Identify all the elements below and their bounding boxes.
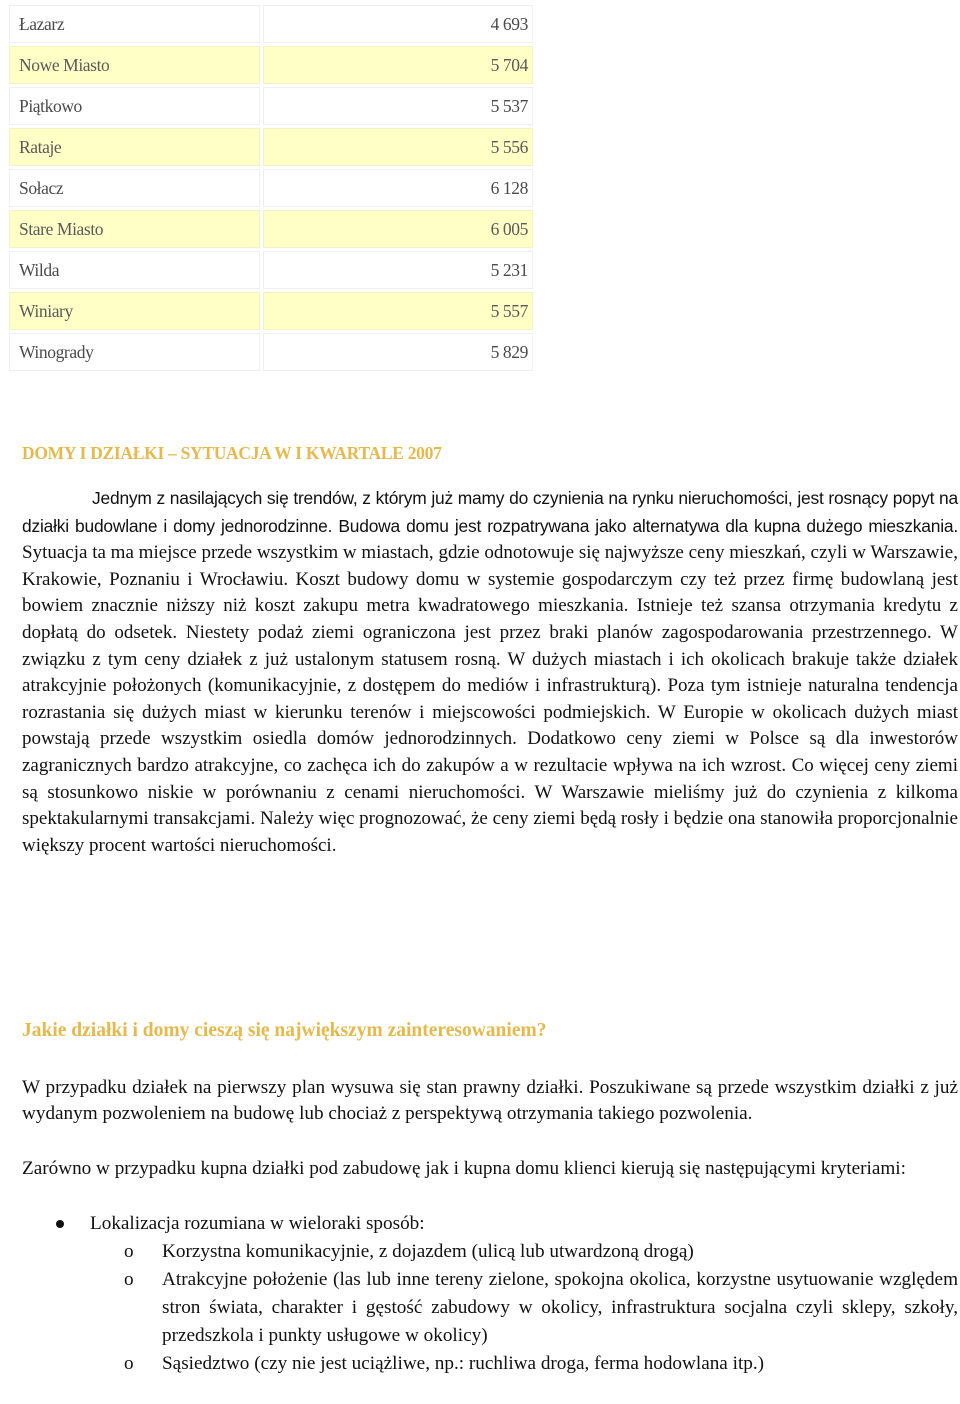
paragraph-part-3: Sytuacja ta ma miejsce przede wszystkim w miastach, gdzie odnotowuje się najwyższe ceny mieszkań, czyli w Warszawie, Krakowie, Poznaniu i Wrocławiu. Koszt budowy domu w systemie gospodarczym czy też przez firmę budowlaną jest bowiem znacznie niższy niż koszt zakupu metra kwadratowego mieszkania. Istnieje też szansa otrzymania kredytu z dopłatą do odsetek.: [22, 542, 958, 643]
paragraph-part-4: Niestety podaż ziemi ograniczona jest przez braki planów zagospodarowania przestrzennego. W związku z tym ceny działek z już ustalonym statusem rosną. W dużych miastach i ich okolicach brakuje także działek atrakcyjnie położonych (komunikacyjnie, z dostępem do mediów i infrastrukturą). Poza tym istnieje naturalna tendencja rozrastania się dużych miast w kierunku terenów i miejscowości podmiejskich. W Europie w okolicach dużych miast powstają przede wszystkim osiedla domów jednorodzinnych. Dodatkowo ceny ziemi w Polsce są dla inwestorów zagranicznych bardzo atrakcyjne, co zachęca ich do zakupów a w rezultacie wpływa na ich wzrost. Co więcej ceny ziemi są stosunkowo niskie w porównaniu z cenami nieruchomości. W Warszawie mieliśmy już do czynienia z kilkoma spektakularnymi transakcjami. Należy więc prognozować, że ceny ziemi będą rosły i będzie ona stanowiła proporcjonalnie większy procent wartości nieruchomości.: [22, 621, 958, 856]
district-price-table: [6, 2, 536, 374]
sublist-item: [124, 1238, 958, 1266]
circle-bullet-icon: o: [124, 1353, 134, 1374]
table-row: [9, 5, 533, 43]
circle-bullet-icon: o: [124, 1241, 134, 1262]
sublist-item-text: Atrakcyjne położenie (las lub inne tereny zielone, spokojna okolica, korzystne usytuowanie względem stron świata, charakter i gęstość zabudowy w okolicy, infrastruktura socjalna czyli sklepy, szkoły, przedszkola i punkty usługowe w okolicy): [162, 1269, 958, 1346]
table-body: [9, 5, 533, 371]
paragraph-part-2: popyt na działki budowlane i domy jednorodzinne. Budowa domu jest rozpatrywana jako alternatywa dla kupna dużego mieszkania.: [22, 488, 959, 536]
sublist-item-text: Sąsiedztwo (czy nie jest uciążliwe, np.: ruchliwa droga, ferma hodowlana itp.): [162, 1353, 765, 1374]
sublist-item: [124, 1266, 958, 1350]
section-paragraph: [22, 485, 958, 859]
district-name-cell: Stare Miasto: [9, 210, 260, 248]
price-value-cell: 5 829: [263, 333, 533, 371]
price-value-cell: 5 557: [263, 292, 533, 330]
table-row: [9, 46, 533, 84]
criteria-item-label: Lokalizacja rozumiana w wieloraki sposób:: [90, 1213, 425, 1234]
price-value-cell: 6 005: [263, 210, 533, 248]
district-name-cell: Rataje: [9, 128, 260, 166]
district-name-cell: Winogrady: [9, 333, 260, 371]
table-row: [9, 128, 533, 166]
price-value-cell: 5 556: [263, 128, 533, 166]
district-name-cell: Piątkowo: [9, 87, 260, 125]
section-heading-houses-plots: DOMY I DZIAŁKI – SYTUACJA W I KWARTALE 2007: [22, 443, 442, 463]
district-name-cell: Sołacz: [9, 169, 260, 207]
table-row: [9, 292, 533, 330]
circle-bullet-icon: o: [124, 1269, 134, 1290]
paragraph-criteria-intro: Zarówno w przypadku kupna działki pod zabudowę jak i kupna domu klienci kierują się następującymi kryteriami:: [22, 1158, 906, 1179]
district-name-cell: Nowe Miasto: [9, 46, 260, 84]
sublist-item-text: Korzystna komunikacyjnie, z dojazdem (ulicą lub utwardzoną drogą): [162, 1241, 694, 1262]
price-value-cell: 5 704: [263, 46, 533, 84]
table-row: [9, 169, 533, 207]
criteria-sublist: [90, 1238, 958, 1378]
table-row: [9, 87, 533, 125]
question-heading: Jakie działki i domy cieszą się największym zainteresowaniem?: [22, 1020, 547, 1041]
bullet-icon: [56, 1220, 64, 1228]
price-value-cell: 4 693: [263, 5, 533, 43]
price-value-cell: 5 537: [263, 87, 533, 125]
paragraph-legal-status: W przypadku działek na pierwszy plan wysuwa się stan prawny działki. Poszukiwane są przede wszystkim działki z już wydanym pozwoleniem na budowę lub chociaż z perspektywą otrzymania takiego pozwolenia.: [22, 1077, 958, 1124]
table-row: [9, 210, 533, 248]
table-row: [9, 333, 533, 371]
criteria-list: [22, 1210, 958, 1378]
district-name-cell: Wilda: [9, 251, 260, 289]
district-name-cell: Winiary: [9, 292, 260, 330]
price-value-cell: 5 231: [263, 251, 533, 289]
sublist-item: [124, 1350, 958, 1378]
table-row: [9, 251, 533, 289]
paragraph-part-1: Jednym z nasilających się trendów, z którym już mamy do czynienia na rynku nieruchomości, jest rosnący: [92, 488, 893, 508]
price-value-cell: 6 128: [263, 169, 533, 207]
criteria-item-location: [22, 1210, 958, 1378]
district-name-cell: Łazarz: [9, 5, 260, 43]
